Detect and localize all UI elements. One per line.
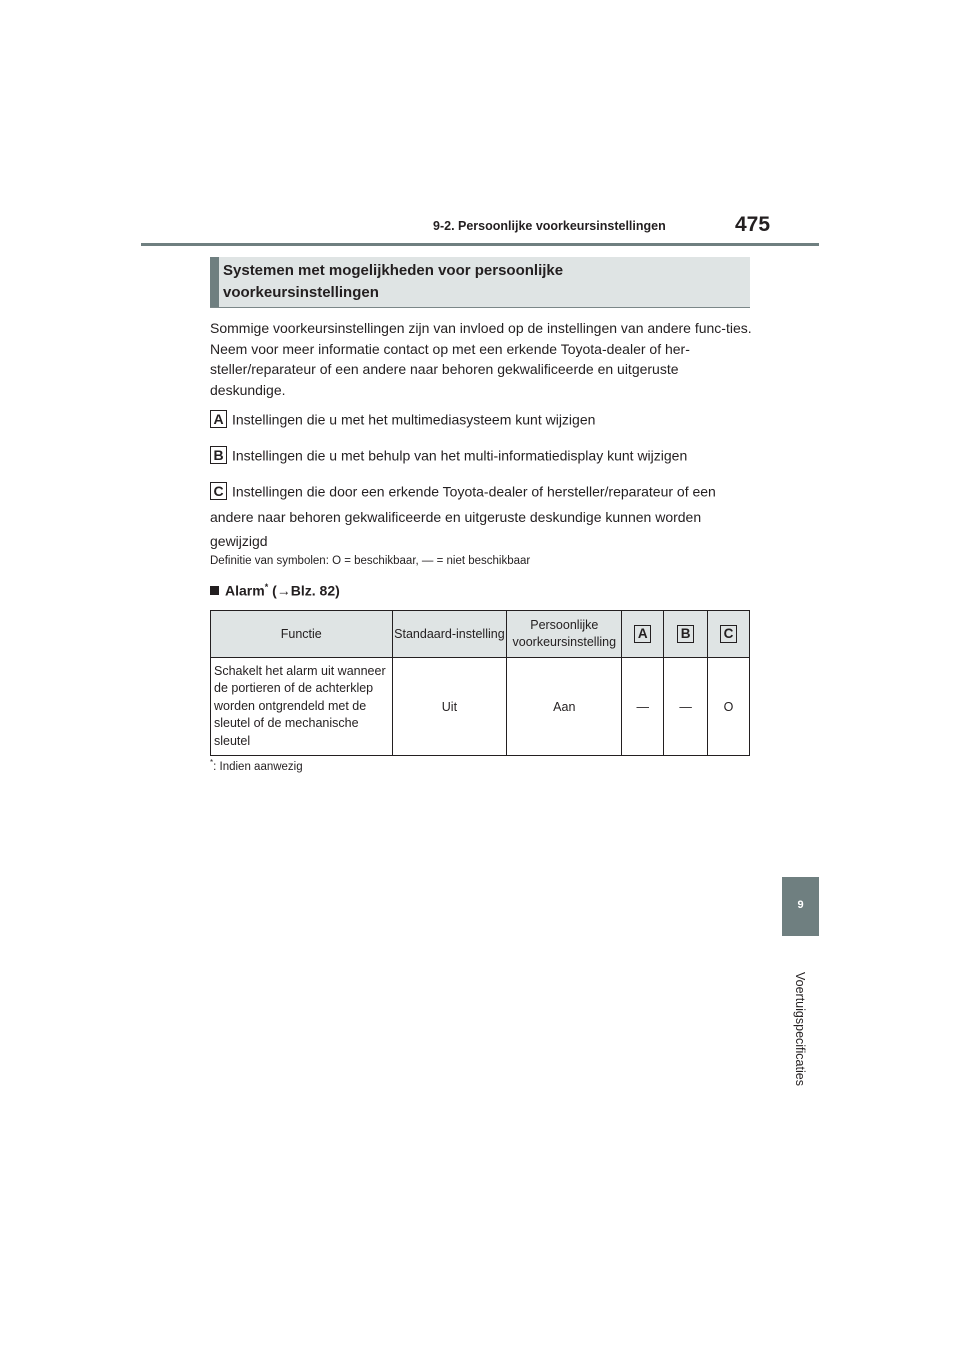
chapter-tab [782, 877, 819, 936]
chapter-label: Voertuigspecificaties [793, 972, 807, 1086]
section-title-line-1: Systemen met mogelijkheden voor persoonlijke [223, 262, 564, 279]
cell-function: Schakelt het alarm uit wanneer de portieren of de achterklep worden ontgrendeld met de sleutel of de mechanische sleutel [211, 658, 393, 756]
header-a [622, 611, 664, 658]
alarm-title: Alarm [225, 582, 265, 599]
section-title [223, 260, 723, 304]
key-row-a [210, 408, 595, 429]
footnote [210, 758, 303, 773]
header-custom: Persoonlijke voorkeursinstelling [507, 611, 622, 658]
alarm-footnote-marker: * [264, 582, 269, 592]
intro-paragraph: Sommige voorkeursinstellingen zijn van invloed op de instellingen van andere func-ties. Neem voor meer informatie contact op met een erkende Toyota-dealer of her-steller/reparateur of een andere naar behoren gekwalificeerde en uitgeruste deskundige. [210, 320, 752, 398]
square-bullet-icon [210, 586, 219, 595]
header-default: Standaard-instelling [392, 611, 507, 658]
section-title-line-2: voorkeursinstellingen [223, 284, 379, 301]
symbol-definition: Definitie van symbolen: O = beschikbaar, — = niet beschikbaar [210, 555, 531, 567]
key-a-text: Instellingen die u met het multimediasysteem kunt wijzigen [232, 411, 596, 428]
key-c-icon: C [210, 482, 227, 500]
header-c [708, 611, 750, 658]
cell-b: — [664, 658, 708, 756]
cell-default: Uit [392, 658, 507, 756]
key-a-icon: A [634, 625, 651, 643]
chapter-number: 9 [797, 899, 804, 911]
key-a-icon: A [210, 410, 227, 428]
key-c-icon: C [720, 625, 737, 643]
cell-c: O [708, 658, 750, 756]
cell-custom: Aan [507, 658, 622, 756]
key-c-text: Instellingen die door een erkende Toyota-dealer of hersteller/reparateur of een [232, 483, 716, 500]
key-row-c [210, 480, 716, 501]
key-c-continuation: andere naar behoren gekwalificeerde en uitgeruste deskundige kunnen worden gewijzigd [210, 509, 702, 549]
key-b-text: Instellingen die u met behulp van het multi-informatiedisplay kunt wijzigen [232, 447, 688, 464]
cell-a: — [622, 658, 664, 756]
section-title-box [210, 257, 750, 308]
footnote-text: : Indien aanwezig [213, 760, 303, 773]
header-rule [141, 243, 819, 246]
table-row [211, 658, 750, 756]
key-b-icon: B [210, 446, 227, 464]
alarm-subheading [210, 582, 340, 599]
section-title-bar [210, 257, 219, 307]
header-b [664, 611, 708, 658]
footnote-marker: * [210, 758, 214, 767]
settings-table [210, 610, 750, 756]
key-b-icon: B [677, 625, 694, 643]
key-row-b [210, 444, 687, 465]
header-function: Functie [211, 611, 393, 658]
page-number: 475 [735, 213, 771, 236]
alarm-page-reference: (→Blz. 82) [272, 582, 340, 599]
section-heading: 9-2. Persoonlijke voorkeursinstellingen [433, 219, 666, 233]
table-header-row [211, 611, 750, 658]
